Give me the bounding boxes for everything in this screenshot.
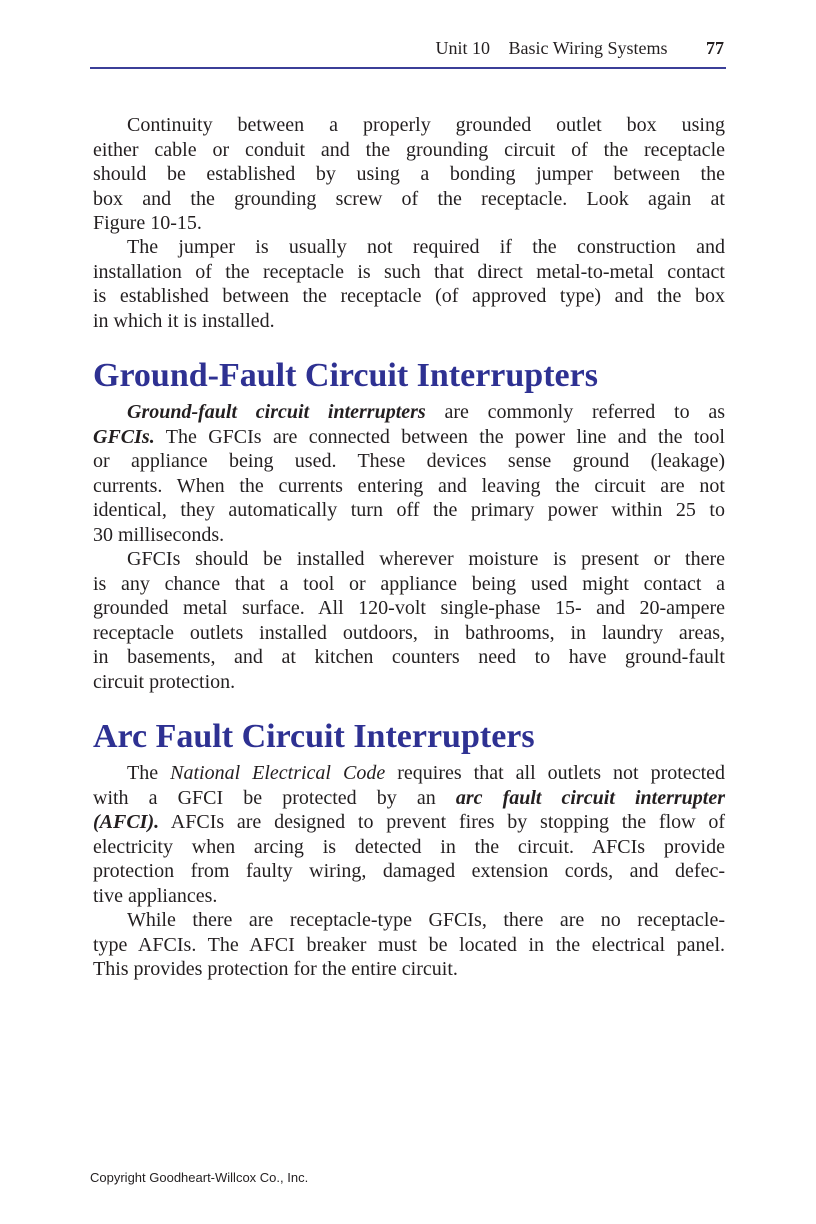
text-line <box>93 957 725 982</box>
text-run: receptacle outlets installed outdoors, in bathrooms, in laundry areas, <box>93 621 725 644</box>
text-line <box>93 645 725 670</box>
text-run: with a GFCI be protected by an <box>93 786 456 809</box>
text-run: 30 milliseconds. <box>93 523 225 546</box>
text-run: is any chance that a tool or appliance being used might contact a <box>93 572 725 595</box>
text-line <box>93 187 725 212</box>
emphasis-text: Ground-fault circuit interrupters <box>127 401 426 423</box>
text-line <box>93 670 725 695</box>
paragraph <box>93 547 725 694</box>
text-line <box>93 786 725 811</box>
text-run: installation of the receptacle is such that direct metal-to-metal contact <box>93 260 725 283</box>
header-rule <box>90 67 726 69</box>
emphasis-text: GFCIs. <box>93 425 155 448</box>
text-run: either cable or conduit and the grounding circuit of the receptacle <box>93 138 725 161</box>
text-line <box>93 859 725 884</box>
text-run: This provides protection for the entire circuit. <box>93 958 458 980</box>
text-line <box>93 113 725 138</box>
text-run: The jumper is usually not required if the construction and <box>127 236 725 258</box>
text-run: AFCIs are designed to prevent fires by stopping the flow of <box>159 811 725 833</box>
text-run: identical, they automatically turn off the primary power within 25 to <box>93 499 725 521</box>
text-line <box>93 309 725 334</box>
text-run: Continuity between a properly grounded outlet box using <box>127 114 725 136</box>
text-run: protection from faulty wiring, damaged extension cords, and defec- <box>93 860 725 882</box>
text-line <box>93 235 725 260</box>
text-line <box>93 474 725 499</box>
emphasis-text: (AFCI). <box>93 811 160 833</box>
text-run: are commonly referred to as <box>425 401 725 423</box>
running-header <box>436 38 724 59</box>
text-line <box>93 523 725 548</box>
text-line <box>93 933 725 958</box>
text-run: circuit protection. <box>93 670 236 693</box>
text-line <box>93 498 725 523</box>
text-line <box>93 425 725 450</box>
text-run: The <box>127 762 171 784</box>
text-line <box>93 884 725 909</box>
text-run: requires that all outlets not protected <box>385 762 726 784</box>
section-heading-gfci: Ground-Fault Circuit Interrupters <box>93 357 598 394</box>
paragraph <box>93 113 725 236</box>
text-run: type AFCIs. The AFCI breaker must be located in the electrical panel. <box>93 933 725 956</box>
text-run: box and the grounding screw of the receptacle. Look again at <box>93 187 725 210</box>
emphasis-text: National Electrical Code <box>170 762 386 784</box>
text-run: or appliance being used. These devices sense ground (leakage) <box>93 450 725 472</box>
copyright-footer: Copyright Goodheart-Willcox Co., Inc. <box>90 1170 309 1185</box>
text-run: currents. When the currents entering and leaving the circuit are not <box>93 474 725 497</box>
section-heading-afci: Arc Fault Circuit Interrupters <box>93 718 535 755</box>
text-line <box>93 400 725 425</box>
paragraph <box>93 400 725 547</box>
text-line <box>93 284 725 309</box>
text-run: tive appliances. <box>93 884 218 907</box>
text-line <box>93 908 725 933</box>
unit-label: Unit 10 <box>435 38 491 58</box>
text-run: grounded metal surface. All 120-volt single-phase 15- and 20-ampere <box>93 597 725 619</box>
page-number: 77 <box>706 38 724 58</box>
text-run: GFCIs should be installed wherever moisture is present or there <box>127 548 725 570</box>
text-run: Figure 10-15. <box>93 212 202 234</box>
paragraph <box>93 761 725 908</box>
text-line <box>93 596 725 621</box>
text-line <box>93 572 725 597</box>
emphasis-text: arc fault circuit interrupter <box>455 786 725 809</box>
text-run: electricity when arcing is detected in the circuit. AFCIs provide <box>93 835 725 858</box>
text-line <box>93 835 725 860</box>
text-line <box>93 761 725 786</box>
text-run: While there are receptacle-type GFCIs, there are no receptacle- <box>127 909 725 931</box>
text-run: The GFCIs are connected between the power line and the tool <box>154 425 725 448</box>
paragraph <box>93 235 725 333</box>
text-line <box>93 810 725 835</box>
text-run: is established between the receptacle (of approved type) and the box <box>93 285 725 307</box>
paragraph <box>93 908 725 982</box>
text-run: in which it is installed. <box>93 309 275 332</box>
text-line <box>93 211 725 236</box>
text-run: should be established by using a bonding jumper between the <box>93 163 725 185</box>
text-run: in basements, and at kitchen counters need to have ground-fault <box>93 646 725 668</box>
text-line <box>93 449 725 474</box>
text-line <box>93 547 725 572</box>
text-line <box>93 621 725 646</box>
text-line <box>93 260 725 285</box>
text-line <box>93 138 725 163</box>
chapter-title: Basic Wiring Systems <box>508 38 668 58</box>
text-line <box>93 162 725 187</box>
